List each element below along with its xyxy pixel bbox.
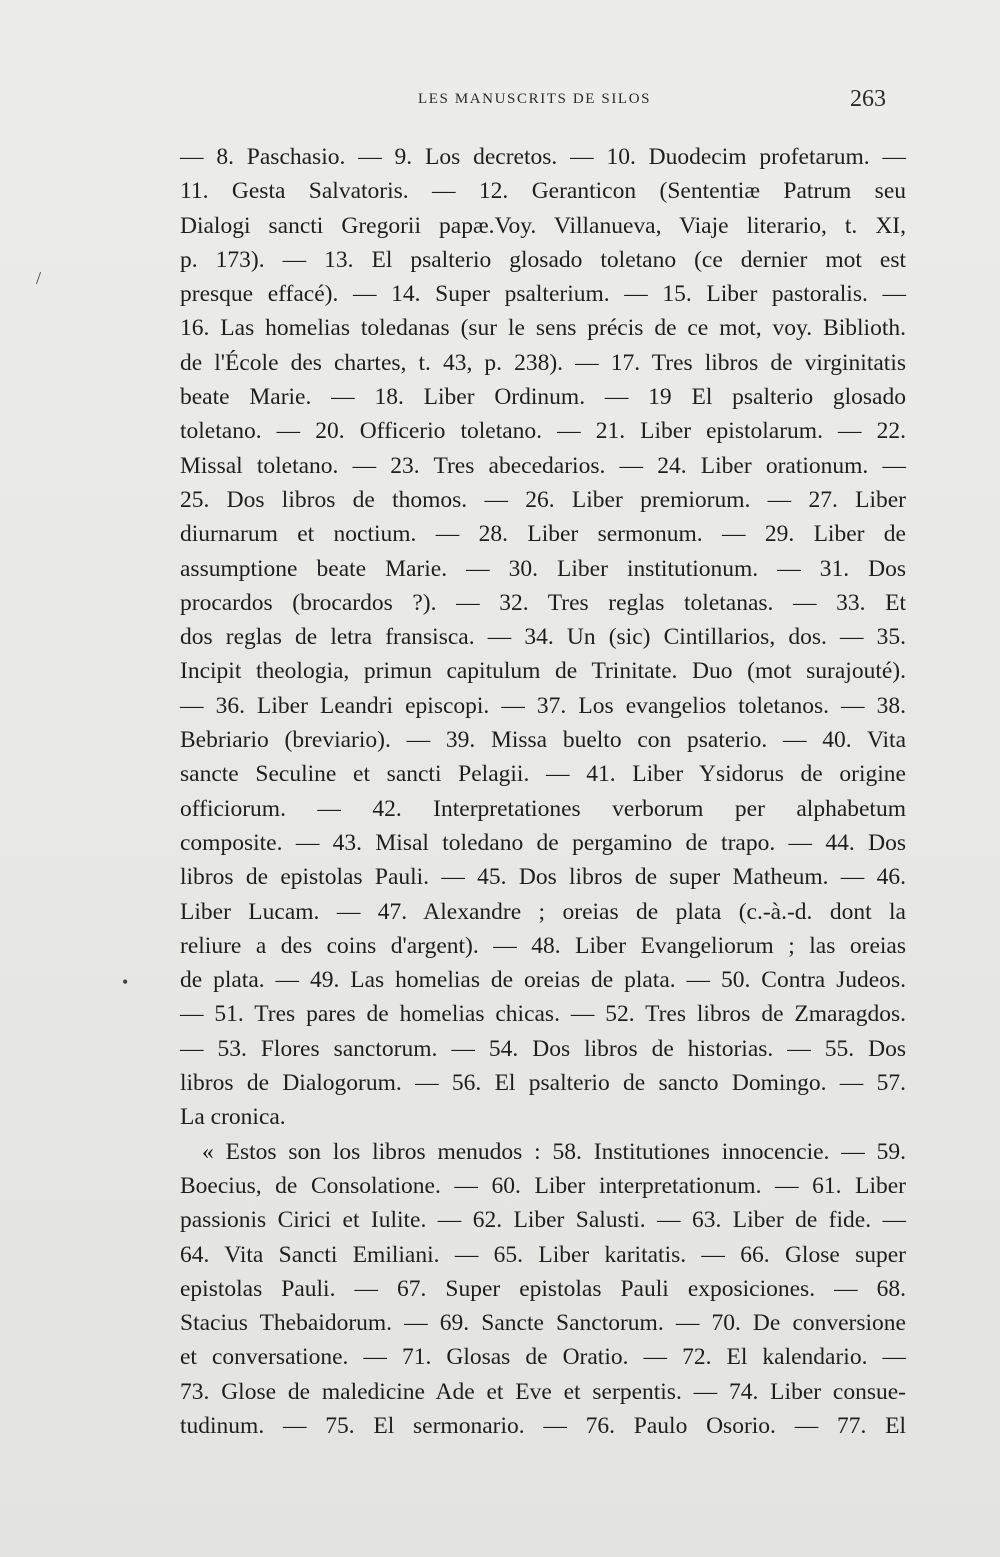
text-line: et conversatione. — 71. Glosas de Oratio. — 72. El kalendario. — xyxy=(180,1344,906,1371)
text-line: tudinum. — 75. El sermonario. — 76. Paulo Osorio. — 77. El xyxy=(180,1412,906,1439)
text-line: Missal toletano. — 23. Tres abecedarios. — 24. Liber orationum. — xyxy=(180,452,906,479)
text-line: Liber Lucam. — 47. Alexandre ; oreias de plata (c.-à.-d. dont la xyxy=(180,898,906,925)
text-line: presque effacé). — 14. Super psalterium. — 15. Liber pastoralis. — xyxy=(180,281,906,308)
text-line: procardos (brocardos ?). — 32. Tres reglas toletanas. — 33. Et xyxy=(180,589,906,616)
text-line: Boecius, de Consolatione. — 60. Liber interpretationum. — 61. Liber xyxy=(180,1172,906,1199)
text-line: 11. Gesta Salvatoris. — 12. Geranticon (Sententiæ Patrum seu xyxy=(180,178,906,205)
text-line: beate Marie. — 18. Liber Ordinum. — 19 El psalterio glosado xyxy=(180,384,906,411)
margin-mark: / xyxy=(36,268,42,288)
text-line: — 36. Liber Leandri episcopi. — 37. Los evangelios toletanos. — 38. xyxy=(180,692,906,719)
text-line: « Estos son los libros menudos : 58. Institutiones innocencie. — 59. xyxy=(202,1138,906,1165)
text-line: 16. Las homelias toledanas (sur le sens précis de ce mot, voy. Biblioth. xyxy=(180,315,906,342)
text-line: — 8. Paschasio. — 9. Los decretos. — 10. Duodecim profetarum. — xyxy=(180,144,906,170)
text-line: Dialogi sancti Gregorii papæ.Voy. Villanueva, Viaje literario, t. XI, xyxy=(180,212,906,239)
text-line: composite. — 43. Misal toledano de pergamino de trapo. — 44. Dos xyxy=(180,829,906,856)
running-header xyxy=(0,86,1000,116)
text-line: sancte Seculine et sancti Pelagii. — 41. Liber Ysidorus de origine xyxy=(180,761,906,788)
text-line: libros de epistolas Pauli. — 45. Dos libros de super Matheum. — 46. xyxy=(180,864,906,891)
page-number: 263 xyxy=(850,86,886,112)
text-line: de plata. — 49. Las homelias de oreias de plata. — 50. Contra Judeos. xyxy=(180,967,906,994)
text-line: 25. Dos libros de thomos. — 26. Liber premiorum. — 27. Liber xyxy=(180,486,906,513)
text-line: assumptione beate Marie. — 30. Liber institutionum. — 31. Dos xyxy=(180,555,906,582)
text-line: epistolas Pauli. — 67. Super epistolas Pauli exposiciones. — 68. xyxy=(180,1275,906,1302)
text-line: dos reglas de letra fransisca. — 34. Un (sic) Cintillarios, dos. — 35. xyxy=(180,624,906,651)
body-text xyxy=(180,140,906,1443)
text-line: Incipit theologia, primun capitulum de Trinitate. Duo (mot surajouté). xyxy=(180,658,906,685)
text-line: p. 173). — 13. El psalterio glosado toletano (ce dernier mot est xyxy=(180,246,906,273)
text-line: diurnarum et noctium. — 28. Liber sermonum. — 29. Liber de xyxy=(180,521,906,548)
text-line: Stacius Thebaidorum. — 69. Sancte Sanctorum. — 70. De conversione xyxy=(180,1310,906,1337)
text-line: — 51. Tres pares de homelias chicas. — 52. Tres libros de Zmaragdos. xyxy=(180,1001,906,1028)
text-line: 64. Vita Sancti Emiliani. — 65. Liber karitatis. — 66. Glose super xyxy=(180,1241,906,1268)
text-line: reliure a des coins d'argent). — 48. Liber Evangeliorum ; las oreias xyxy=(180,932,906,959)
text-line: de l'École des chartes, t. 43, p. 238). — 17. Tres libros de virginitatis xyxy=(180,349,906,376)
text-line: officiorum. — 42. Interpretationes verborum per alphabetum xyxy=(180,795,906,822)
text-line: libros de Dialogorum. — 56. El psalterio de sancto Domingo. — 57. xyxy=(180,1070,906,1097)
margin-bullet-mark: • xyxy=(122,972,129,992)
running-title: LES MANUSCRITS DE SILOS xyxy=(418,91,652,107)
text-line: Bebriario (breviario). — 39. Missa buelto con psaterio. — 40. Vita xyxy=(180,727,906,754)
text-line: passionis Cirici et Iulite. — 62. Liber Salusti. — 63. Liber de fide. — xyxy=(180,1207,906,1234)
text-line: toletano. — 20. Officerio toletano. — 21. Liber epistolarum. — 22. xyxy=(180,418,906,445)
text-line: La cronica. xyxy=(180,1104,286,1131)
text-line: — 53. Flores sanctorum. — 54. Dos libros de historias. — 55. Dos xyxy=(180,1035,906,1062)
text-line: 73. Glose de maledicine Ade et Eve et serpentis. — 74. Liber consue- xyxy=(180,1378,906,1405)
